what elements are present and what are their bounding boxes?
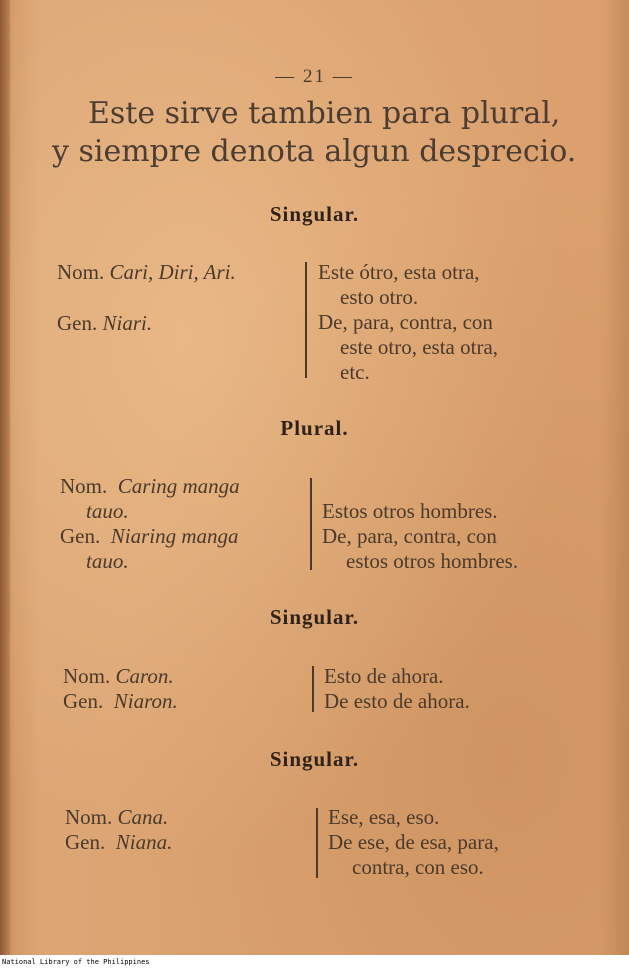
section-3-left <box>63 664 178 714</box>
nom-form-continued: tauo. <box>86 499 129 523</box>
gen-label: Gen. <box>60 524 101 548</box>
intro-line-1: Este sirve tambien para plural, <box>88 96 561 131</box>
section-2-left <box>60 474 240 574</box>
section-heading-singular-2: Singular. <box>269 605 360 629</box>
nom-form: Caron. <box>115 664 174 688</box>
nom-label: Nom. <box>63 664 111 688</box>
gen-label: Gen. <box>63 689 104 713</box>
translation-line: Esto de ahora. <box>324 664 444 688</box>
page-number: — 21 — <box>275 66 354 87</box>
intro-line-2: y siempre denota algun desprecio. <box>52 134 577 169</box>
section-3-right <box>324 664 470 714</box>
gen-form: Niaron. <box>113 689 178 713</box>
nom-form: Cari, Diri, Ari. <box>109 260 236 284</box>
column-divider <box>312 666 314 712</box>
translation-line: De, para, contra, con <box>318 310 493 334</box>
nom-form: Cana. <box>117 805 169 829</box>
section-1-left <box>57 260 236 336</box>
intro-paragraph <box>52 95 577 171</box>
nom-label: Nom. <box>60 474 108 498</box>
translation-line: Ese, esa, eso. <box>328 805 440 829</box>
section-heading-singular-1: Singular. <box>269 202 360 226</box>
translation-line: estos otros hombres. <box>346 549 519 573</box>
nom-label: Nom. <box>57 260 105 284</box>
section-heading-singular-3: Singular. <box>269 747 360 771</box>
translation-line: este otro, esta otra, <box>340 335 499 359</box>
section-1-right <box>318 260 498 385</box>
translation-line: De, para, contra, con <box>322 524 497 548</box>
gen-label: Gen. <box>57 311 98 335</box>
nom-label: Nom. <box>65 805 113 829</box>
section-heading-plural: Plural. <box>280 416 349 440</box>
translation-line: De esto de ahora. <box>324 689 470 713</box>
section-4-left <box>65 805 172 855</box>
column-divider <box>305 262 307 378</box>
gen-label: Gen. <box>65 830 106 854</box>
column-divider <box>310 478 312 570</box>
translation-line: etc. <box>340 360 370 384</box>
nom-form: Caring manga <box>117 474 240 498</box>
gen-form-continued: tauo. <box>86 549 129 573</box>
gen-form: Niaring manga <box>110 524 239 548</box>
library-credit: National Library of the Philippines <box>2 958 150 966</box>
translation-line: Este ótro, esta otra, <box>318 260 480 284</box>
translation-line: Estos otros hombres. <box>322 499 498 523</box>
translation-line: De ese, de esa, para, <box>328 830 499 854</box>
gen-form: Niari. <box>102 311 153 335</box>
translation-line: contra, con eso. <box>352 855 484 879</box>
column-divider <box>316 808 318 878</box>
binding-edge <box>0 0 10 955</box>
gen-form: Niana. <box>115 830 173 854</box>
section-4-right <box>328 805 499 880</box>
translation-line: esto otro. <box>340 285 419 309</box>
section-2-right <box>322 499 518 574</box>
